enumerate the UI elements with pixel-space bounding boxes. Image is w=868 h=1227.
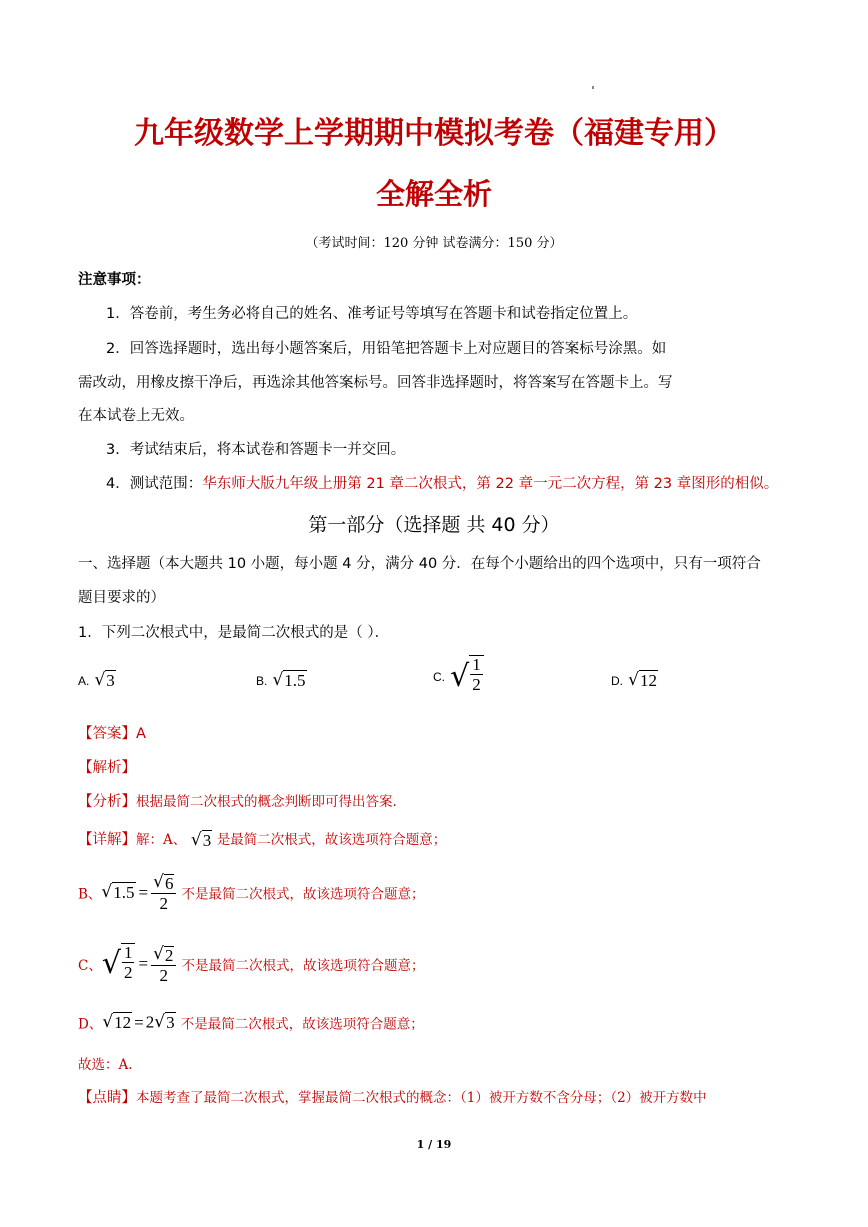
fenxi-text: 根据最简二次根式的概念判断即可得出答案.	[136, 794, 397, 810]
notice-item-2-end: 在本试卷上无效。	[78, 408, 194, 424]
option-d	[611, 670, 658, 691]
analysis-summary	[78, 790, 397, 811]
option-a-letter: A.	[78, 674, 90, 688]
detail-a-radical: √ 3	[190, 829, 212, 850]
analysis-label: 【解析】	[78, 760, 136, 776]
option-b	[256, 670, 307, 691]
detail-d: D、 √ 12 = 2 √ 3 不是最简二次根式，故该选项符合题意；	[78, 1012, 424, 1033]
exam-info: （考试时间：120 分钟 试卷满分：150 分）	[305, 236, 563, 251]
page-title: 九年级数学上学期期中模拟考卷（福建专用）	[134, 116, 734, 151]
option-d-radical: √ 12	[628, 670, 657, 690]
comment-label: 【点睛】	[78, 1090, 136, 1106]
page-subtitle: 全解全析	[375, 177, 492, 211]
option-c-radical: √ $\frac{1}{2}$	[450, 655, 484, 699]
notice-item-2: 2．回答选择题时，选出每小题答案后，用铅笔把答题卡上对应题目的答案标号涂黑。如	[106, 341, 667, 357]
option-a	[78, 670, 116, 691]
detail-a: 【详解】解：A、 √ 3 是最简二次根式，故该选项符合题意；	[78, 829, 447, 850]
option-d-letter: D.	[611, 674, 623, 688]
option-c	[433, 655, 484, 699]
section-instructions-cont: 题目要求的）	[78, 590, 165, 606]
test-range-label: 4．测试范围：	[106, 476, 203, 492]
option-c-letter: C.	[433, 670, 445, 684]
detail-label: 【详解】	[78, 832, 136, 848]
part-heading: 第一部分（选择题 共 40 分）	[308, 514, 560, 536]
fenxi-label: 【分析】	[78, 794, 136, 810]
test-range-text: 华东师大版九年级上册第 21 章二次根式，第 22 章一元二次方程，第 23 章图形的相似。	[202, 476, 779, 492]
option-b-radical: √ 1.5	[272, 670, 306, 690]
comment-text: 本题考查了最简二次根式，掌握最简二次根式的概念：（1）被开方数不含分母；（2）被开方数中	[136, 1090, 707, 1106]
option-b-letter: B.	[256, 674, 268, 688]
detail-b: B、 √ 1.5 = √ 6 2 不是最简二次根式，故该选项符合题意；	[78, 872, 425, 914]
notice-item-4	[106, 472, 778, 493]
notice-heading: 注意事项：	[78, 272, 151, 288]
option-a-radical: √ 3	[94, 670, 115, 690]
final-choice: 故选：A.	[78, 1057, 133, 1073]
comment	[78, 1086, 707, 1107]
notice-item-2-cont: 需改动，用橡皮擦干净后，再选涂其他答案标号。回答非选择题时，将答案写在答题卡上。写	[78, 375, 673, 391]
notice-item-3: 3．考试结束后，将本试卷和答题卡一并交回。	[106, 442, 406, 458]
page-number: 1 / 19	[416, 1138, 452, 1151]
answer-label: 【答案】A	[78, 726, 146, 742]
section-instructions: 一、选择题（本大题共 10 小题，每小题 4 分，满分 40 分．在每个小题给出的四个选项中，只有一项符合	[78, 556, 761, 572]
notice-item-1: 1．答卷前，考生务必将自己的姓名、准考证号等填写在答题卡和试卷指定位置上。	[106, 306, 638, 322]
question-stem: 1．下列二次根式中，是最简二次根式的是（ ）．	[78, 625, 390, 641]
scan-mark	[592, 86, 594, 89]
detail-c: C、 √ $\frac{1}{2}$ = √ 2 2 不是最简二次根式，故该选项符合题意；	[78, 943, 425, 985]
